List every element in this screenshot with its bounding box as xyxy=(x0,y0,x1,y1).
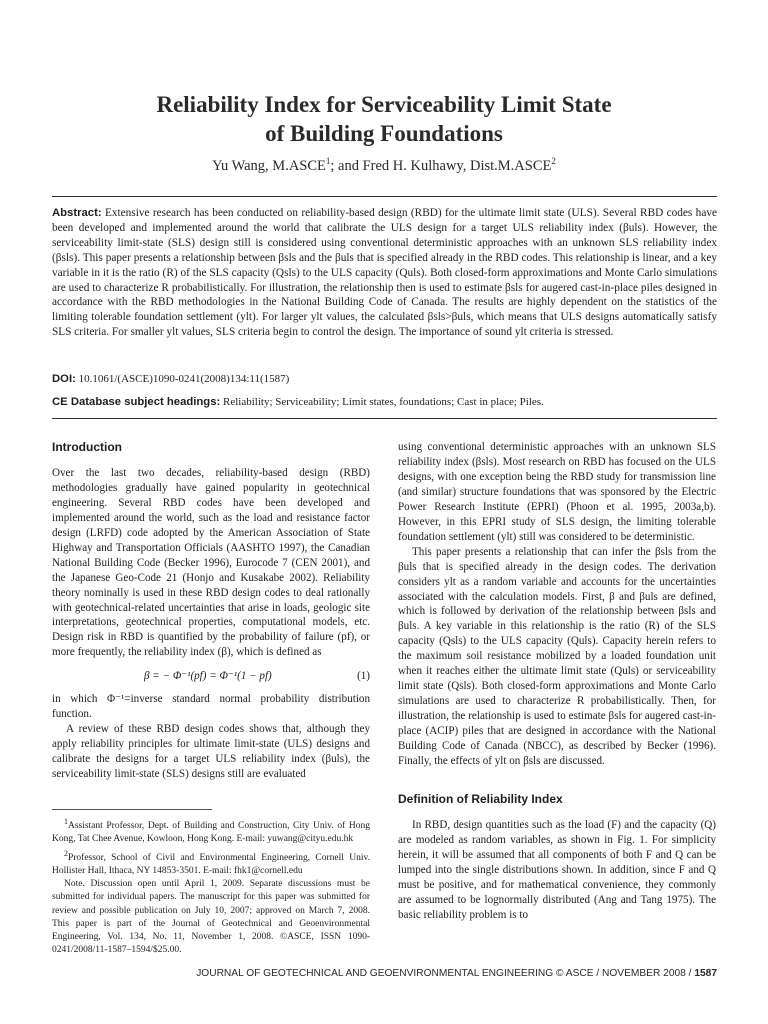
right-paragraph-1: using conventional deterministic approaches with an unknown SLS reliability index (βsls). Most research on RBD has focused on the ULS designs, with one exception being the RBD study for transmission line (and similar) structure foundations that was sponsored by the Electric Power Research Institute (EPRI) (Phoon et al. 1995, 2003a,b). However, in this EPRI study of SLS design, the limiting tolerable foundation settlement (ylt) still was considered to be deterministic. xyxy=(398,441,716,543)
subject-headings-label: CE Database subject headings: xyxy=(52,396,221,408)
left-column xyxy=(52,440,370,782)
title-line-1: Reliability Index for Serviceability Limit State xyxy=(156,92,612,117)
author-2: ; and Fred H. Kulhawy, Dist.M.ASCE xyxy=(330,157,552,174)
section-rule xyxy=(52,418,717,419)
reliability-index-heading: Definition of Reliability Index xyxy=(398,791,563,806)
footnote-2-text: Professor, School of Civil and Environmental Engineering, Cornell Univ. Hollister Hall, Ithaca, NY 14853-3501. E-mail: fhk1@cornell.edu xyxy=(52,852,370,876)
footnote-1-text: Assistant Professor, Dept. of Building and Construction, City Univ. of Hong Kong, Tat Chee Avenue, Kowloon, Hong Kong. E-mail: yuwang@cityu.edu.hk xyxy=(52,821,370,845)
footer-journal: JOURNAL OF GEOTECHNICAL AND GEOENVIRONMENTAL ENGINEERING © ASCE / NOVEMBER 2008 / xyxy=(196,968,695,979)
author-line xyxy=(60,156,708,175)
intro-paragraph-1: Over the last two decades, reliability-based design (RBD) methodologies gradually have gained popularity in geotechnical engineering. Several RBD codes have been developed and implemented around the world, such as the load and resistance factor design (LRFD) code adopted by the American Association of State Highway and Transportation Officials (AASHTO 1997), the Canadian National Building Code (Becker 1996), Eurocode 7 (CEN 2001), and the Japanese Geo-Code 21 (Honjo and Kusakabe 2002). Reliability theory nominally is used in these RBD design codes to deal rationally with geotechnical-related uncertainties that arise in loads, geologic site interpretations, geotechnical properties, computational models, etc. Design risk in RBD is quantified by the probability of failure (pf), or more frequently, the reliability index (β), which is defined as xyxy=(52,466,370,659)
abstract-text: Extensive research has been conducted on reliability-based design (RBD) for the ultimate limit state (ULS). Several RBD codes have been developed and implemented around the world that calibrate the ULS design for a target ULS reliability index (βuls). However, the serviceability limit-state (SLS) design still is considered using conventional deterministic approaches with an unknown SLS reliability index (βsls). This paper presents a relationship between βsls and the βuls that is specified already in the RBD codes. This relationship is linear, and a key variable in it is the ratio (R) of the SLS capacity (Qsls) to the ULS capacity (Quls). Both closed-form approximations and Monte Carlo simulations are used to characterize R probabilistically. For illustration, the relationship then is used to estimate βsls for augered cast-in-place piles designed in accordance with the RBD methodologies in the National Building Code of Canada. The results are highly dependent on the statistics of the limiting tolerable foundation settlement (ylt). For larger ylt values, the calculated βsls>βuls, which means that ULS designs automatically satisfy SLS criteria. For smaller ylt values, SLS criteria begin to control the design. The importance of sound ylt criteria is stressed. xyxy=(52,207,718,339)
right-paragraph-2: This paper presents a relationship that can infer the βsls from the βuls that is specified already in the design codes. The derivation considers ylt as a random variable and accounts for the uncertainties associated with the calculation models. First, β and βuls are defined, which is followed by derivation of the relationship between βsls and βuls. A key variable in this relationship is the ratio (R) of the SLS capacity (Qsls) to the ULS capacity (Quls). Capacity herein refers to the maximum soil resistance mobilized by a loaded foundation unit when it reaches either the ultimate limit state (Quls) or serviceability limit state (Qsls). Both closed-form approximations and Monte Carlo simulations are used to characterize R probabilistically. Then, for illustration, the relationship is used to estimate βsls for augered cast-in-place (ACIP) piles that are designed in accordance with the National Building Code of Canada (NBCC), as described by Becker (1996). Finally, the effects of ylt on βsls are discussed. xyxy=(398,545,716,768)
intro-paragraph-2: in which Φ⁻¹=inverse standard normal probability distribution function. xyxy=(52,693,370,721)
abstract xyxy=(52,206,717,340)
submission-note: Note. Discussion open until April 1, 2009. Separate discussions must be submitted for individual papers. The manuscript for this paper was submitted for review and possible publication on July 10, 2007; approved on March 7, 2008. This paper is part of the Journal of Geotechnical and Geoenvironmental Engineering, Vol. 134, No. 11, November 1, 2008. ©ASCE, ISSN 1090-0241/2008/11-1587–1594/$25.00. xyxy=(52,879,370,956)
subject-headings-line xyxy=(52,396,717,408)
footnotes xyxy=(52,815,370,957)
equation-expression: β = − Φ⁻¹(pf) = Φ⁻¹(1 − pf) xyxy=(144,669,272,682)
author-2-affil-mark: 2 xyxy=(551,156,556,166)
equation-1 xyxy=(52,667,370,685)
introduction-heading: Introduction xyxy=(52,440,122,454)
paper-title xyxy=(60,90,708,148)
subject-headings-value: Reliability; Serviceability; Limit states, foundations; Cast in place; Piles. xyxy=(223,396,544,408)
right-column xyxy=(398,440,716,923)
abstract-label: Abstract: xyxy=(52,207,102,219)
footnote-1 xyxy=(52,815,370,847)
doi-value: 10.1061/(ASCE)1090-0241(2008)134:11(1587) xyxy=(78,373,290,385)
equation-number: (1) xyxy=(357,669,370,682)
page-number: 1587 xyxy=(694,968,717,979)
page-footer xyxy=(196,968,717,979)
author-1-affil-mark: 1 xyxy=(325,156,331,166)
footnote-2-mark: 2 xyxy=(64,848,68,858)
top-rule xyxy=(52,196,717,197)
footnote-2 xyxy=(52,847,370,879)
right-paragraph-3: In RBD, design quantities such as the load (F) and the capacity (Q) are modeled as random variables, as shown in Fig. 1. For simplicity herein, it will be assumed that all components of both F and Q can be lumped into the single distributions shown. In addition, since F and Q must be positive, and for mathematical convenience, they commonly are assumed to be lognormally distributed (Ang and Tang 1975). The basic reliability problem is to xyxy=(398,818,716,921)
footnote-1-mark: 1 xyxy=(64,817,68,826)
title-line-2: of Building Foundations xyxy=(265,121,503,146)
doi-line xyxy=(52,373,717,385)
footnote-rule xyxy=(52,809,212,810)
doi-label: DOI: xyxy=(52,373,76,385)
author-1: Yu Wang, M.ASCE xyxy=(212,157,326,174)
intro-paragraph-3: A review of these RBD design codes shows that, although they apply reliability principles for ultimate limit-state (ULS) designs and calibrate the designs for a target ULS reliability index (βuls), the serviceability limit-state (SLS) designs still are evaluated xyxy=(52,723,370,781)
